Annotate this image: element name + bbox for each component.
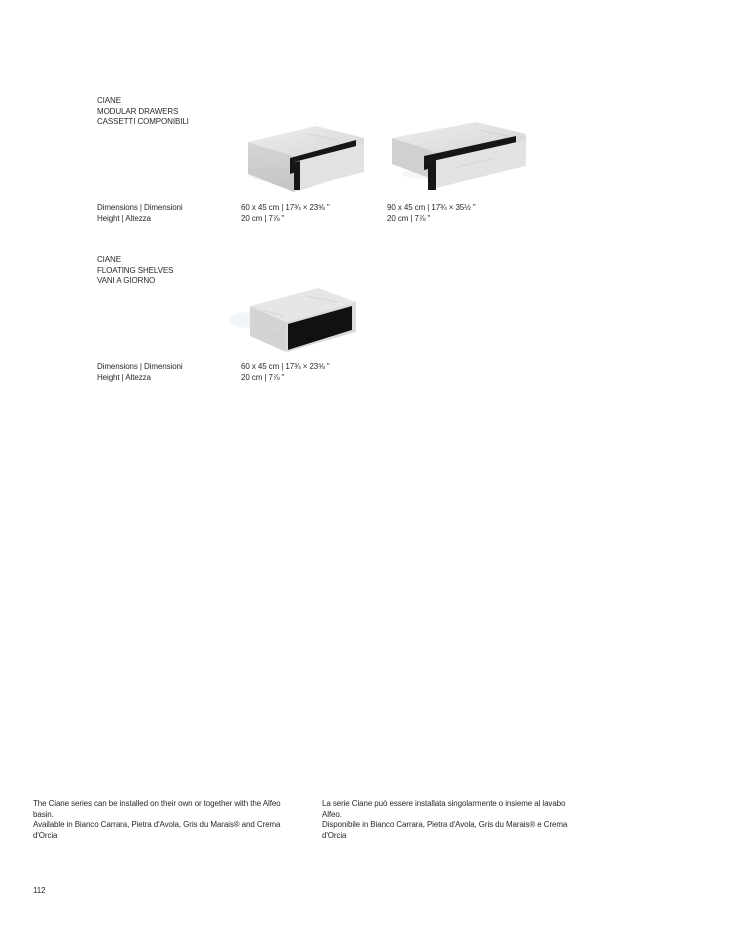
shelves-dimensions-label: Dimensions | Dimensioni	[97, 362, 183, 371]
footer-italian-text	[322, 799, 570, 841]
dimensions-label: Dimensions | Dimensioni	[97, 203, 183, 212]
drawer-60-spec	[241, 203, 330, 224]
drawers-title-line-1: CIANE	[97, 96, 121, 105]
footer-english-text	[33, 799, 295, 841]
english-paragraph-2: Available in Bianco Carrara, Pietra d'Avola, Gris du Marais® and Crema d'Orcia	[33, 820, 281, 840]
shelf-60-dimensions: 60 x 45 cm | 17¾ × 23⅝ "	[241, 362, 330, 371]
drawer-60-height: 20 cm | 7⅞ "	[241, 213, 285, 223]
drawer-60-dimensions: 60 x 45 cm | 17¾ × 23⅝ "	[241, 203, 330, 212]
italian-paragraph-2: Disponibile in Bianco Carrara, Pietra d'Avola, Gris du Marais® e Crema d'Orcia	[322, 820, 568, 840]
drawers-title-line-3: CASSETTI COMPONIBILI	[97, 117, 189, 126]
marble-floating-shelf-image	[226, 280, 382, 360]
drawers-title-line-2: MODULAR DRAWERS	[97, 106, 179, 116]
drawer-90-dimensions: 90 x 45 cm | 17¾ × 35½ "	[387, 203, 476, 212]
italian-paragraph-1: La serie Ciane può essere installata singolarmente o insieme al lavabo Alfeo.	[322, 799, 566, 819]
english-paragraph-1: The Ciane series can be installed on their own or together with the Alfeo basin.	[33, 799, 281, 819]
page-number: 112	[33, 886, 46, 895]
height-label: Height | Altezza	[97, 213, 151, 223]
drawers-title	[97, 96, 189, 128]
shelves-title-line-3: VANI A GIORNO	[97, 276, 156, 285]
marble-drawer-90-image	[384, 112, 534, 194]
shelf-60-spec	[241, 362, 330, 383]
shelves-spec-labels	[97, 362, 183, 383]
shelves-title-line-1: CIANE	[97, 255, 121, 264]
drawer-90-height: 20 cm | 7⅞ "	[387, 213, 431, 223]
drawers-spec-labels	[97, 203, 183, 224]
shelf-60-height: 20 cm | 7⅞ "	[241, 372, 285, 382]
shelves-height-label: Height | Altezza	[97, 372, 151, 382]
drawer-90-spec	[387, 203, 476, 224]
shelves-title	[97, 255, 173, 287]
marble-drawer-60-image	[228, 112, 368, 194]
shelves-title-line-2: FLOATING SHELVES	[97, 265, 174, 275]
